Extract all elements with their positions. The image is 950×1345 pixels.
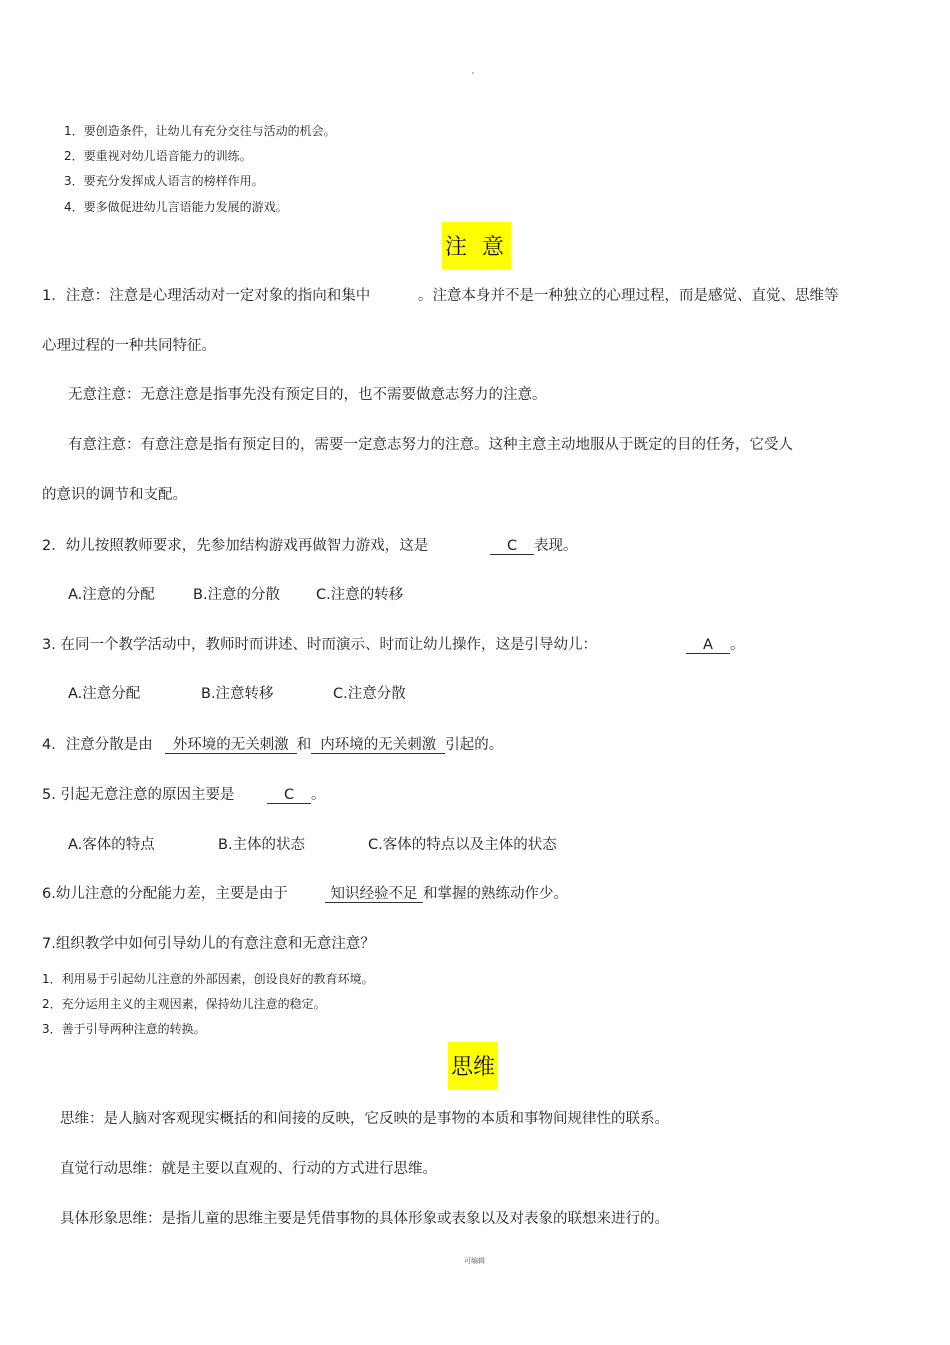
q4-text: 4．注意分散是由 — [42, 737, 153, 753]
q3-option-c: C.注意分散 — [333, 686, 406, 702]
q3-suffix: 。 — [730, 637, 745, 653]
voluntary-attention-line2: 的意识的调节和支配。 — [42, 487, 187, 503]
q3-answer-row — [686, 633, 745, 654]
q3-option-a: A.注意分配 — [68, 686, 141, 702]
list-item: 2．要重视对幼儿语音能力的训练。 — [64, 149, 252, 163]
q7-text: 7.组织教学中如何引导幼儿的有意注意和无意注意？ — [42, 936, 375, 952]
thinking-definition: 思维：是人脑对客观现实概括的和间接的反映，它反映的是事物的本质和事物间规律性的联系。 — [60, 1111, 669, 1127]
list-item: 1．要创造条件，让幼儿有充分交往与活动的机会。 — [64, 124, 336, 138]
q3-text: 3. 在同一个教学活动中，教师时而讲述、时而演示、时而让幼儿操作，这是引导幼儿： — [42, 637, 597, 653]
q5-option-c: C.客体的特点以及主体的状态 — [368, 837, 557, 853]
q2-option-b: B.注意的分散 — [193, 587, 281, 603]
intuitive-action-thinking-definition: 直觉行动思维：就是主要以直观的、行动的方式进行思维。 — [60, 1161, 437, 1177]
q6-text: 6.幼儿注意的分配能力差，主要是由于 — [42, 886, 288, 902]
q1-line2: 心理过程的一种共同特征。 — [42, 338, 216, 354]
q2-option-c: C.注意的转移 — [316, 587, 404, 603]
section-heading-attention: 注 意 — [442, 222, 511, 269]
q3-option-b: B.注意转移 — [201, 686, 274, 702]
q6-answer: 知识经验不足 — [325, 886, 423, 903]
list-item: 3．要充分发挥成人语言的榜样作用。 — [64, 174, 264, 188]
list-item: 2．充分运用主义的主观因素，保持幼儿注意的稳定。 — [42, 997, 326, 1011]
page-mark — [472, 72, 474, 74]
q2-text: 2．幼儿按照教师要求，先参加结构游戏再做智力游戏，这是 — [42, 538, 429, 554]
q5-option-a: A.客体的特点 — [68, 837, 155, 853]
voluntary-attention-line1: 有意注意：有意注意是指有预定目的，需要一定意志努力的注意。这种主意主动地服从于既定的目的任务，它受人 — [68, 437, 793, 453]
q4-blank-2: 内环境的无关刺激 — [311, 737, 445, 754]
q1-line1b: 。注意本身并不是一种独立的心理过程，而是感觉、直觉、思维等 — [418, 288, 839, 304]
q2-answer: C — [490, 538, 534, 555]
q4-middle: 和 — [296, 737, 312, 753]
involuntary-attention-definition: 无意注意：无意注意是指事先没有预定目的，也不需要做意志努力的注意。 — [68, 387, 547, 403]
concrete-image-thinking-definition: 具体形象思维：是指儿童的思维主要是凭借事物的具体形象或表象以及对表象的联想来进行的。 — [60, 1211, 669, 1227]
q6-suffix: 和掌握的熟练动作少。 — [423, 886, 568, 902]
q4-suffix: 引起的。 — [445, 737, 504, 753]
q5-answer-row — [267, 783, 326, 804]
q4-row — [42, 733, 503, 754]
list-item: 3．善于引导两种注意的转换。 — [42, 1022, 206, 1036]
q5-answer: C — [267, 787, 311, 804]
q6-answer-row — [325, 882, 568, 903]
q2-answer-row — [490, 534, 578, 555]
footer-label: 可编辑 — [464, 1257, 485, 1265]
q5-option-b: B.主体的状态 — [218, 837, 306, 853]
q2-suffix: 表现。 — [534, 538, 578, 554]
q4-blank-1: 外环境的无关刺激 — [165, 737, 297, 754]
section-heading-thinking: 思维 — [448, 1042, 498, 1089]
q5-text: 5. 引起无意注意的原因主要是 — [42, 787, 235, 803]
q1-line1a: 1．注意：注意是心理活动对一定对象的指向和集中 — [42, 288, 371, 304]
list-item: 1．利用易于引起幼儿注意的外部因素，创设良好的教育环境。 — [42, 972, 374, 986]
q5-suffix: 。 — [311, 787, 326, 803]
q3-answer: A — [686, 637, 730, 654]
list-item: 4．要多做促进幼儿言语能力发展的游戏。 — [64, 200, 288, 214]
q2-option-a: A.注意的分配 — [68, 587, 155, 603]
